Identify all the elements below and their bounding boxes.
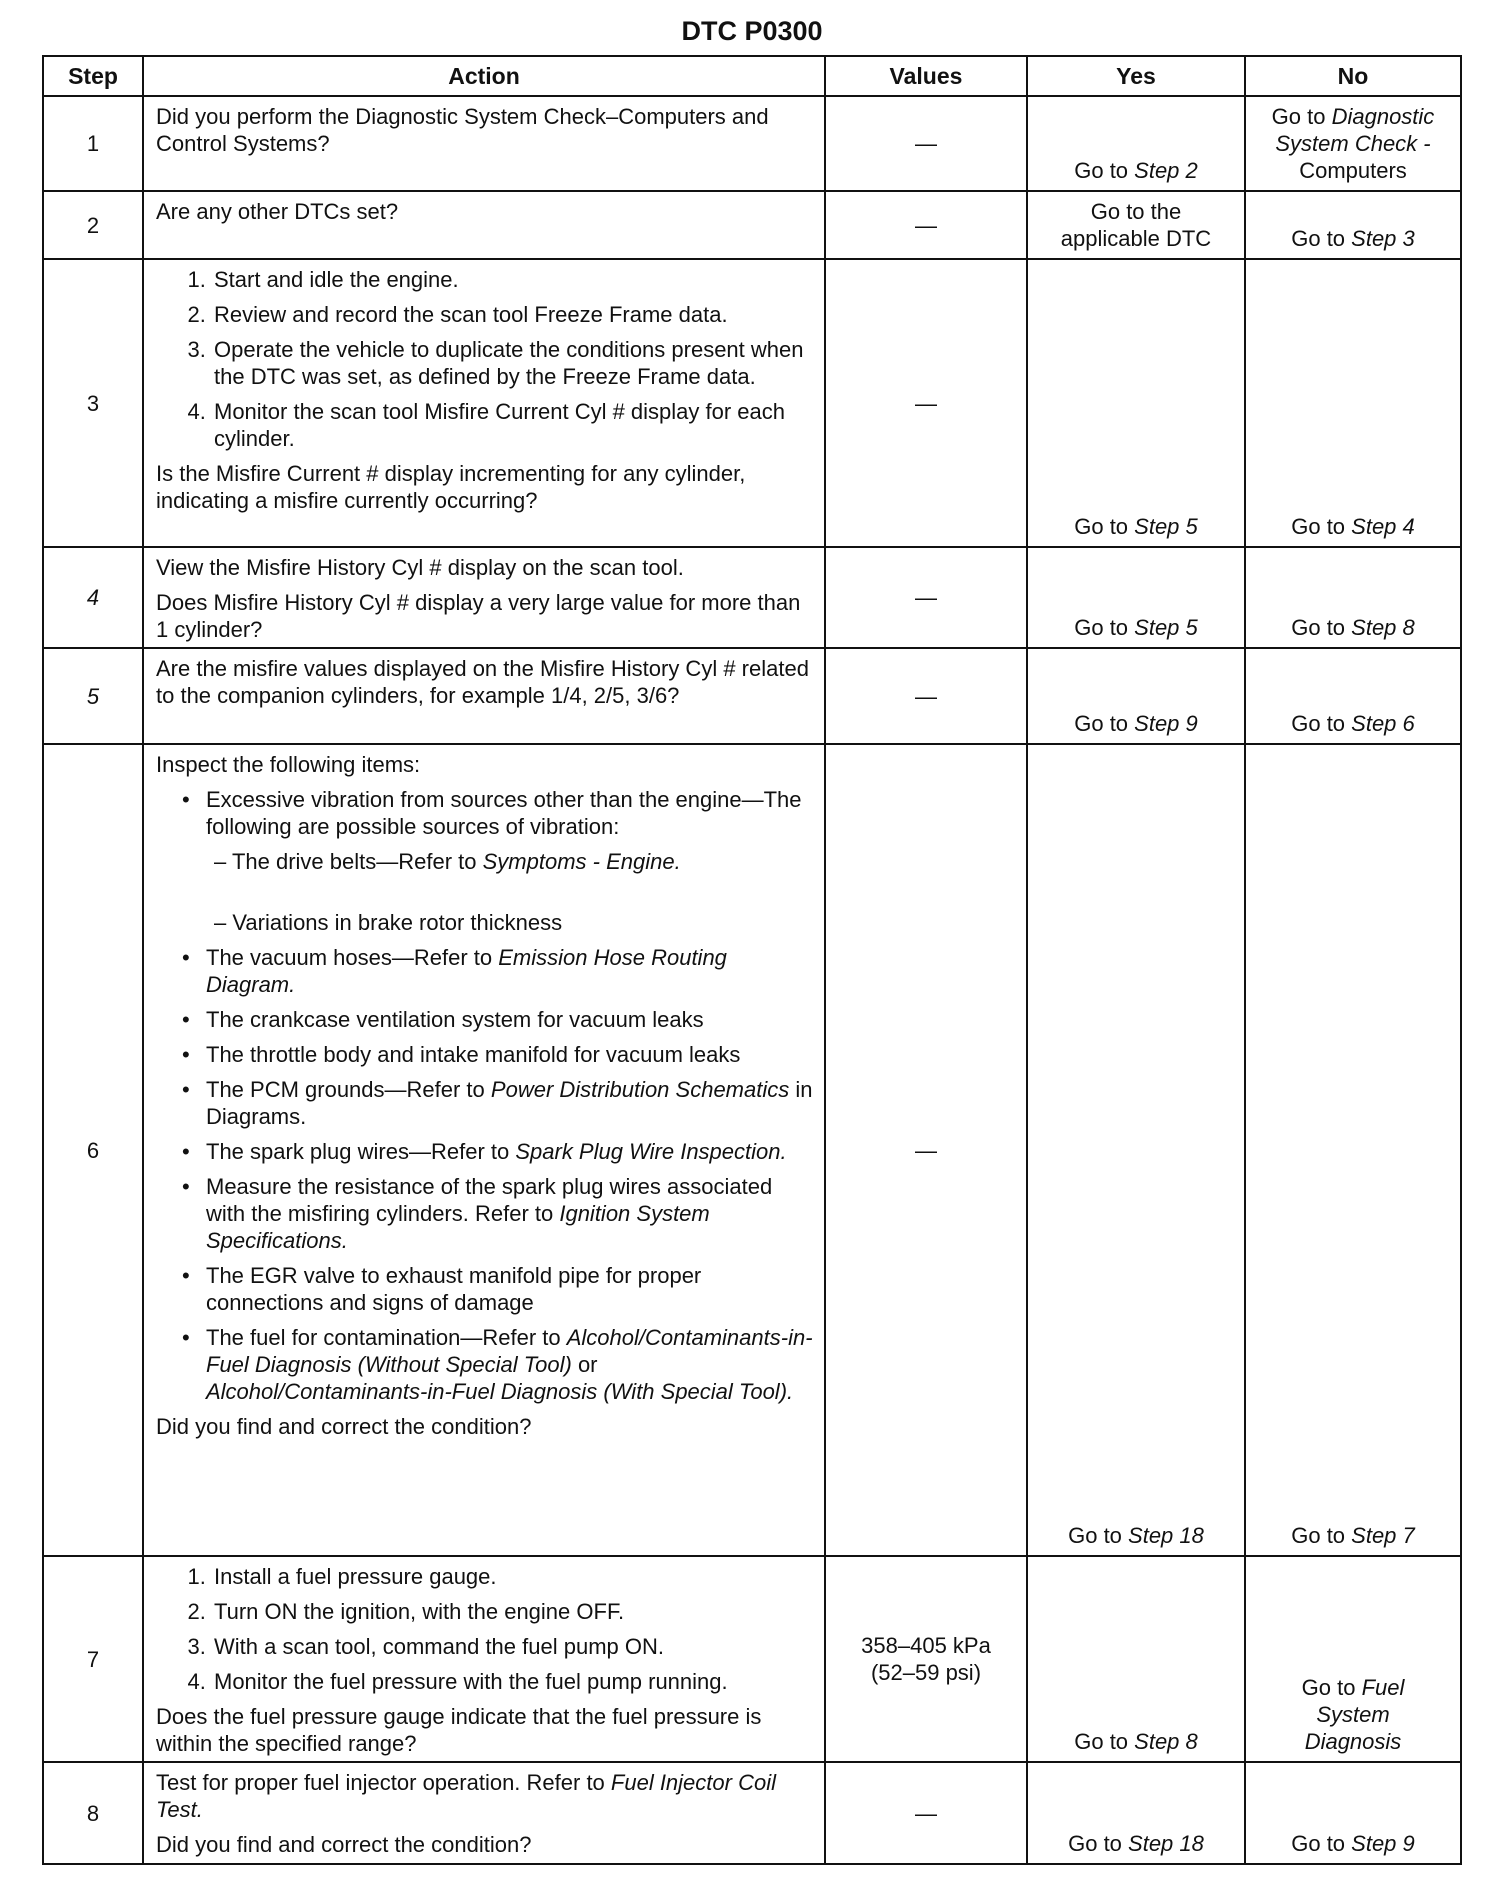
procedure-list [156,266,816,452]
yes-cell [1027,96,1245,191]
no-prefix: Go to [1291,615,1352,640]
page-title: DTC P0300 [681,16,823,46]
no-cell [1245,547,1461,648]
header-step: Step [43,56,143,96]
action-cell [143,1556,825,1762]
inspection-text: Excessive vibration from sources other than the engine—The following are possible sources of vibration: [206,787,802,839]
no-prefix: Go to [1291,1523,1352,1548]
inspection-text: in Diagrams. [206,1077,813,1129]
action-question: Are the misfire values displayed on the Misfire History Cyl # related to the companion cylinders, for example 1/4, 2/5, 3/6? [156,656,809,708]
yes-line: Go to the [1090,199,1182,224]
no-suffix: Computers [1299,158,1407,183]
no-prefix: Go to [1291,226,1352,251]
procedure-item: 2. Turn ON the ignition, with the engine OFF. [212,1598,816,1625]
yes-cell [1027,1762,1245,1864]
reference-link[interactable]: Alcohol/Contaminants-in-Fuel Diagnosis (With Special Tool). [206,1379,794,1404]
inspection-item: • The throttle body and intake manifold for vacuum leaks [206,1041,816,1068]
no-step-link[interactable]: Step 6 [1351,711,1415,736]
no-prefix: Go to [1291,711,1352,736]
step-number: 6 [43,744,143,1556]
yes-prefix: Go to [1074,514,1135,539]
no-reference-link[interactable]: Fuel System Diagnosis [1304,1675,1405,1754]
inspection-list [156,786,816,1405]
table-row [43,547,1461,648]
yes-cell [1027,744,1245,1556]
values-cell: — [825,1762,1027,1864]
procedure-item: 2. Review and record the scan tool Freeze Frame data. [212,301,816,328]
header-action: Action [143,56,825,96]
no-step-link[interactable]: Step 7 [1351,1523,1415,1548]
yes-step-link[interactable]: Step 18 [1128,1523,1204,1548]
yes-cell [1027,191,1245,259]
yes-step-link[interactable]: Step 8 [1134,1729,1198,1754]
yes-step-link[interactable]: Step 5 [1134,615,1198,640]
no-prefix: Go to [1291,514,1352,539]
inspection-text: The PCM grounds—Refer to [206,1077,491,1102]
values-cell [825,1556,1027,1762]
no-cell [1245,191,1461,259]
yes-step-link[interactable]: Step 2 [1134,158,1198,183]
table-row [43,96,1461,191]
action-cell [143,648,825,744]
action-cell [143,259,825,547]
action-question: Does Misfire History Cyl # display a very large value for more than 1 cylinder? [156,590,801,642]
inspection-item: • The crankcase ventilation system for vacuum leaks [206,1006,816,1033]
yes-cell [1027,648,1245,744]
procedure-list [156,1563,816,1695]
reference-link[interactable]: Symptoms - Engine. [482,849,681,874]
procedure-item: 4. Monitor the fuel pressure with the fuel pump running. [212,1668,816,1695]
step-number: 5 [43,648,143,744]
inspection-text: Measure the resistance of the spark plug wires associated with the misfiring cylinders. Refer to [206,1174,773,1226]
table-row [43,1762,1461,1864]
inspection-item [206,1076,816,1130]
inspection-text: The fuel for contamination—Refer to [206,1325,567,1350]
header-values: Values [825,56,1027,96]
table-row [43,259,1461,547]
reference-link[interactable]: Ignition System Specifications. [206,1201,710,1253]
no-step-link[interactable]: Step 4 [1351,514,1415,539]
values-cell: — [825,648,1027,744]
procedure-item: 3. With a scan tool, command the fuel pump ON. [212,1633,816,1660]
action-question: Are any other DTCs set? [156,199,399,224]
no-reference-link[interactable]: Diagnostic System Check - [1275,104,1435,156]
no-cell [1245,259,1461,547]
yes-step-link[interactable]: Step 18 [1128,1831,1204,1856]
inspection-item [206,1138,816,1165]
procedure-item: 3. Operate the vehicle to duplicate the conditions present when the DTC was set, as defined by the Freeze Frame data. [212,336,816,390]
pressure-range-psi: (52–59 psi) [870,1660,982,1685]
no-prefix: Go to [1271,104,1332,129]
no-prefix: Go to [1291,1831,1352,1856]
vibration-source-text: – The drive belts—Refer to [214,849,483,874]
yes-cell [1027,259,1245,547]
yes-cell [1027,547,1245,648]
table-row [43,191,1461,259]
vibration-source-item: – Variations in brake rotor thickness [214,910,563,935]
vibration-sources-list [206,848,816,936]
yes-step-link[interactable]: Step 9 [1134,711,1198,736]
inspection-item [206,944,816,998]
step-number: 7 [43,1556,143,1762]
step-number: 4 [43,547,143,648]
procedure-item: 1. Start and idle the engine. [212,266,816,293]
vibration-source-item [214,848,816,875]
yes-prefix: Go to [1074,615,1135,640]
yes-prefix: Go to [1074,1729,1135,1754]
inspection-text: or [571,1352,598,1377]
procedure-item: 1. Install a fuel pressure gauge. [212,1563,816,1590]
yes-cell [1027,1556,1245,1762]
values-cell: — [825,744,1027,1556]
values-cell: — [825,191,1027,259]
yes-prefix: Go to [1074,711,1135,736]
action-question: Did you find and correct the condition? [156,1832,532,1857]
inspection-text: The spark plug wires—Refer to [206,1139,516,1164]
step-number: 2 [43,191,143,259]
no-cell [1245,96,1461,191]
reference-link[interactable]: Emission Hose Routing Diagram. [206,945,727,997]
inspection-item [206,1173,816,1254]
inspection-item [206,1324,816,1405]
action-intro: Inspect the following items: [156,752,421,777]
step-number: 3 [43,259,143,547]
table-header-row [43,56,1461,96]
step-number: 8 [43,1762,143,1864]
pressure-range-kpa: 358–405 kPa [861,1633,991,1658]
inspection-text: The vacuum hoses—Refer to [206,945,499,970]
action-text: View the Misfire History Cyl # display on the scan tool. [156,555,684,580]
header-no: No [1245,56,1461,96]
yes-step-link[interactable]: Step 5 [1134,514,1198,539]
yes-prefix: Go to [1068,1831,1129,1856]
values-cell: — [825,259,1027,547]
yes-prefix: Go to [1068,1523,1129,1548]
yes-line: applicable DTC [1060,226,1212,251]
values-cell: — [825,96,1027,191]
action-text [156,1769,816,1823]
table-row [43,1556,1461,1762]
no-cell [1245,648,1461,744]
no-step-link[interactable]: Step 3 [1351,226,1415,251]
no-prefix: Go to [1301,1675,1362,1700]
action-text-part: Test for proper fuel injector operation. Refer to [156,1770,611,1795]
reference-link[interactable]: Power Distribution Schematics [490,1077,790,1102]
table-row [43,648,1461,744]
action-cell [143,1762,825,1864]
yes-prefix: Go to [1074,158,1135,183]
inspection-item: • The EGR valve to exhaust manifold pipe for proper connections and signs of damage [206,1262,816,1316]
action-question: Did you find and correct the condition? [156,1414,532,1439]
diagnostic-table [42,55,1462,1865]
action-question: Is the Misfire Current # display incrementing for any cylinder, indicating a misfire currently occurring? [156,461,746,513]
action-question: Did you perform the Diagnostic System Check–Computers and Control Systems? [156,104,769,156]
table-row [43,744,1461,1556]
header-yes: Yes [1027,56,1245,96]
procedure-item: 4. Monitor the scan tool Misfire Current Cyl # display for each cylinder. [212,398,816,452]
inspection-item [206,786,816,936]
action-question: Does the fuel pressure gauge indicate that the fuel pressure is within the specified range? [156,1704,762,1756]
reference-link[interactable]: Alcohol/Contaminants-in-Fuel Diagnosis (Without Special Tool) [206,1325,813,1377]
action-cell [143,547,825,648]
no-cell [1245,1556,1461,1762]
step-number: 1 [43,96,143,191]
no-cell [1245,744,1461,1556]
action-cell [143,744,825,1556]
reference-link[interactable]: Fuel Injector Coil Test. [156,1770,776,1822]
no-step-link[interactable]: Step 8 [1351,615,1415,640]
reference-link[interactable]: Spark Plug Wire Inspection. [515,1139,787,1164]
action-cell [143,191,825,259]
values-cell: — [825,547,1027,648]
no-cell [1245,1762,1461,1864]
action-cell [143,96,825,191]
no-step-link[interactable]: Step 9 [1351,1831,1415,1856]
